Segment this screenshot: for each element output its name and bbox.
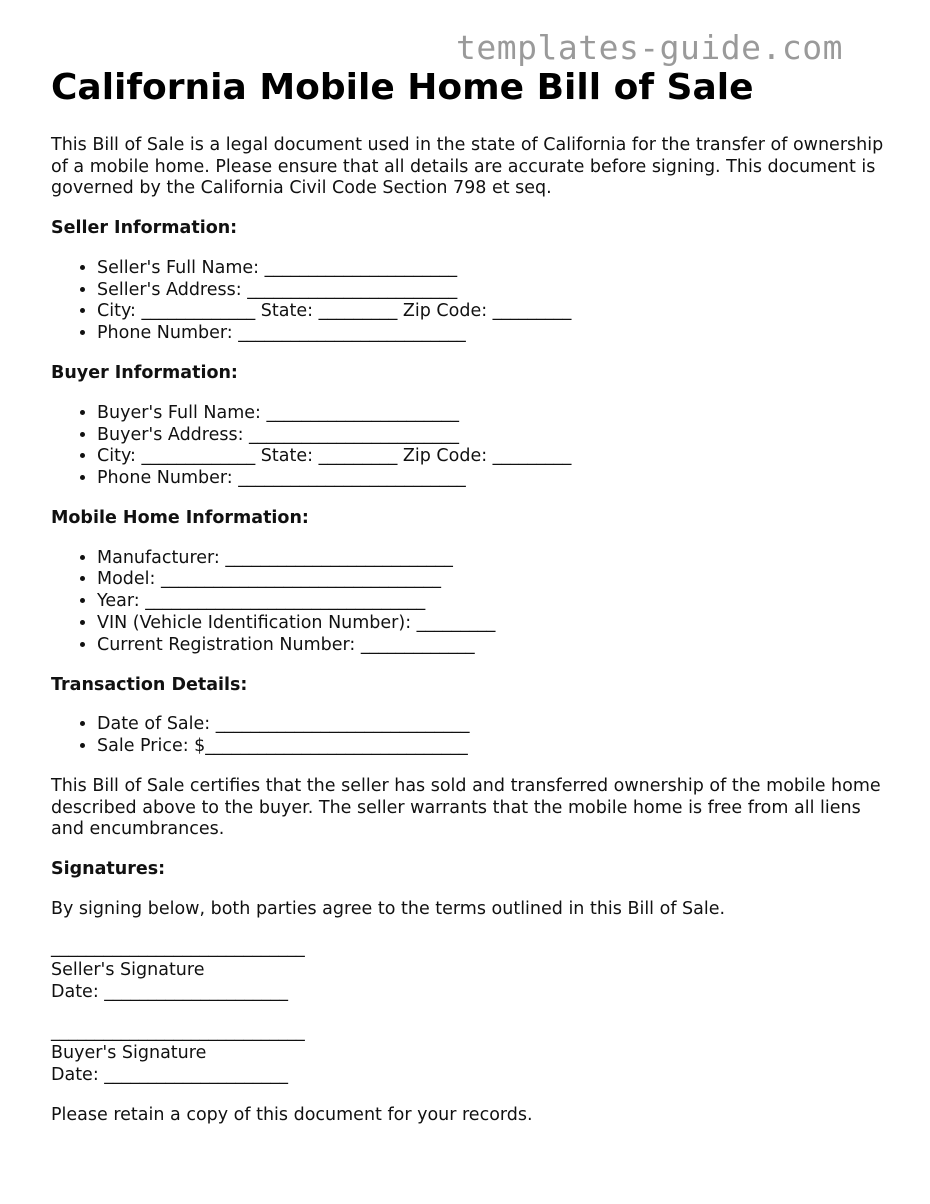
seller-signature-date: Date: _____________________	[51, 981, 289, 1002]
seller-city-state-zip-field: • City: _____________ State: _________ Zip Code: _________	[97, 301, 891, 323]
seller-full-name-field: • Seller's Full Name: ______________________	[97, 258, 891, 280]
seller-section-heading: Seller Information:	[51, 218, 238, 239]
year-field: • Year: ________________________________	[97, 591, 891, 613]
certification-paragraph: This Bill of Sale certifies that the seller has sold and transferred ownership of the mobile home described above to the buyer. The seller warrants that the mobile home is free from all liens and encumbrances.	[51, 775, 881, 840]
vin-field: • VIN (Vehicle Identification Number): _________	[97, 613, 891, 635]
buyer-signature-line: _____________________________	[51, 1021, 305, 1042]
sale-price-field: • Sale Price: $______________________________	[97, 736, 891, 758]
buyer-full-name-field: • Buyer's Full Name: ______________________	[97, 403, 891, 425]
mobile-home-section-heading: Mobile Home Information:	[51, 507, 309, 528]
intro-paragraph: This Bill of Sale is a legal document used in the state of California for the transfer of ownership of a mobile home. Please ensure that all details are accurate before signing. This document is governed by the California Civil Code Section 798 et seq.	[51, 135, 884, 199]
date-of-sale-field: • Date of Sale: _____________________________	[97, 714, 891, 736]
signatures-section-heading: Signatures:	[51, 858, 166, 879]
seller-signature-label: Seller's Signature	[51, 960, 205, 981]
mobile-home-info-list	[51, 548, 891, 657]
transaction-info-list	[51, 714, 891, 758]
signature-spacer	[51, 1004, 891, 1022]
buyer-info-list	[51, 403, 891, 490]
seller-info-list	[51, 258, 891, 345]
buyer-section-heading: Buyer Information:	[51, 363, 238, 383]
document-page	[51, 66, 891, 1126]
seller-signature-line: _____________________________	[51, 938, 305, 959]
seller-address-field: • Seller's Address: ________________________	[97, 280, 891, 302]
buyer-signature-date: Date: _____________________	[51, 1064, 289, 1085]
signature-block	[51, 938, 891, 1086]
manufacturer-field: • Manufacturer: __________________________	[97, 548, 891, 570]
buyer-signature-label: Buyer's Signature	[51, 1043, 207, 1064]
consent-statement: By signing below, both parties agree to the terms outlined in this Bill of Sale.	[51, 898, 726, 919]
registration-number-field: • Current Registration Number: _____________	[97, 635, 891, 657]
buyer-city-state-zip-field: • City: _____________ State: _________ Zip Code: _________	[97, 446, 891, 468]
buyer-address-field: • Buyer's Address: ________________________	[97, 425, 891, 447]
seller-phone-field: • Phone Number: __________________________	[97, 323, 891, 345]
retain-copy-note: Please retain a copy of this document for your records.	[51, 1104, 533, 1125]
document-title: California Mobile Home Bill of Sale	[51, 67, 754, 108]
model-field: • Model: ________________________________	[97, 569, 891, 591]
buyer-phone-field: • Phone Number: __________________________	[97, 468, 891, 490]
transaction-section-heading: Transaction Details:	[51, 674, 248, 695]
watermark-text: templates-guide.com	[456, 28, 843, 67]
